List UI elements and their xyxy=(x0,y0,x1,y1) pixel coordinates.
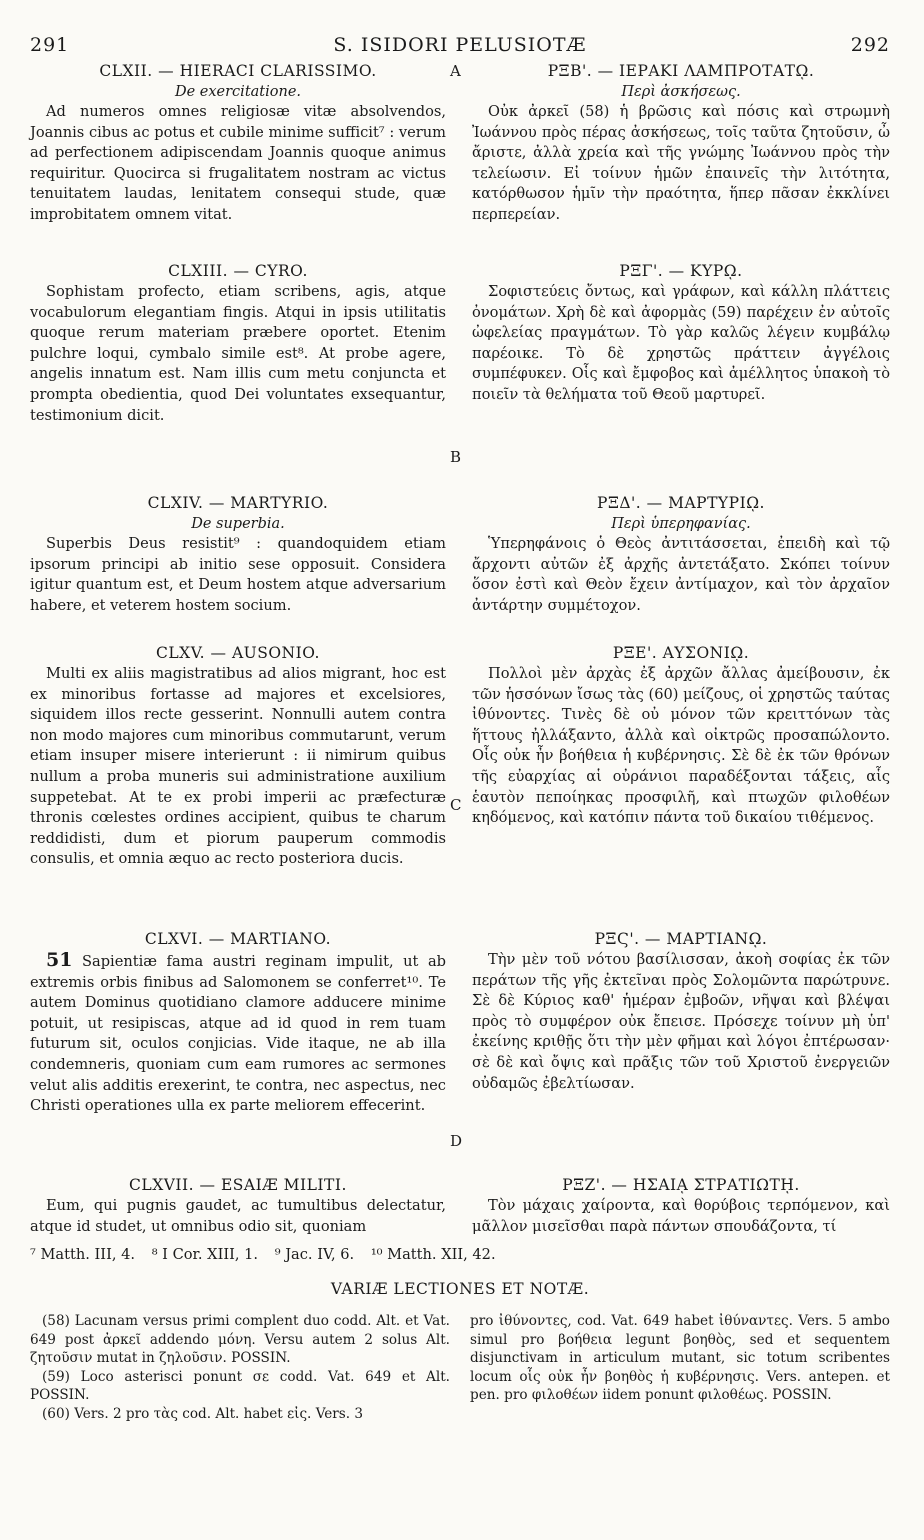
letter-title: CLXV. — AUSONIO. xyxy=(156,644,320,662)
note: (58) Lacunam versus primi complent duo codd. Alt. et Vat. 649 post ἀρκεῖ addendo μόνη. Versu autem 2 solus Alt. ζητοῦσιν mutat in ζηλοῦσιν. POSSIN. xyxy=(30,1313,450,1366)
footnote: ⁸ I Cor. XIII, 1. xyxy=(151,1246,259,1263)
letter-text: Ad numeros omnes religiosæ vitæ absolvendos, Joannis cibus ac potus et cubile minime sufficit⁷ : verum ad perfectionem adipiscendam Joannis quoque animus requiritur. Quocirca si frugalitatem nostram ac victus tenuitatem laudas, lenitatem consequi stude, quæ improbitatem omnem vitat. xyxy=(30,103,446,223)
letter-title: CLXII. — HIERACI CLARISSIMO. xyxy=(99,62,377,80)
letter-subtitle: Περὶ ὑπερηφανίας. xyxy=(611,516,751,532)
footnote: ⁹ Jac. IV, 6. xyxy=(274,1246,355,1263)
letter-text: Sophistam profecto, etiam scribens, agis, atque vocabulorum elegantiam fingis. Atqui in ipsis utilitatis quoque rerum materiam præbere oportet. Etenim pulchre loqui, cymbalo simile est⁸. At probe agere, angelis innatum est. Nam illis cum metu conjuncta et prompta obedientia, quod Dei voluntates exsequantur, testimonium dicit. xyxy=(30,283,446,424)
letter-title: ΡΞΖ'. — ΗΣΑΙᾼ ΣΤΡΑΤΙΩΤῌ. xyxy=(562,1176,800,1194)
letter-text: Πολλοὶ μὲν ἀρχὰς ἐξ ἀρχῶν ἄλλας ἀμείβουσιν, ἐκ τῶν ἡσσόνων ἴσως τὰς (60) μείζους, οἱ χρηστῶς ταύτας ἰθύνοντες. Τινὲς δὲ οὐ μόνον τῶν κρειττόνων τὰς ἥττους ἠλλάξαντο, ἀλλὰ καὶ οἰκτρῶς προσαπώλοντο. Οἷς οὐκ ἦν βοήθεια ἡ κυβέρνησις. Σὲ δὲ ἐκ τῶν θρόνων τῆς εὐαρχίας αἱ οὐράνιοι παραδέξονται τάξεις, αἷς ἑαυτὸν πεποίηκας προσφιλῆ, καὶ πτωχῶν φιλοθέων κηδόμενος, καὶ κατόπιν πάντα τοῦ δικαίου τιθέμενος. xyxy=(472,665,890,827)
running-header xyxy=(30,34,890,60)
letter-latin-165 xyxy=(30,642,446,870)
note: (59) Loco asterisci ponunt σε codd. Vat. 649 et Alt. POSSIN. xyxy=(30,1368,450,1403)
page xyxy=(30,34,890,1422)
letter-text: Τὴν μὲν τοῦ νότου βασίλισσαν, ἀκοὴ σοφίας ἐκ τῶν περάτων τῆς γῆς ἐκτεῖναι πρὸς Σολομῶντα παρώτρυνε. Σὲ δὲ Κύριος καθ' ἡμέραν ἐμβοῶν, νῆψαι καὶ βλέψαι πρὸς τὸ συμφέρον οὐκ ἔπεισε. Πρόσεχε τοίνυν μὴ ὑπ' ἐκείνης κριθῇς ὅτι τὴν μὲν φῆμαι καὶ λόγοι ἐπτέρωσαν· σὲ δὲ καὶ ὄψις καὶ πρᾶξις τῶν τοῦ Χριστοῦ ἐνεργειῶν οὐδαμῶς ἐβελτίωσαν. xyxy=(472,951,890,1092)
note: pro ἰθύνοντες, cod. Vat. 649 habet ἰθύναντες. Vers. 5 ambo simul pro βοήθεια legunt βοηθὸς, sed et sequentem disjunctivam in articulum mutant, sic totum scribentes locum οἷς οὐκ ἦν βοηθὸς ἡ κυβέρνησις. Vers. antepen. et pen. pro φιλοθέων iidem ponunt φιλοθέως. POSSIN. xyxy=(470,1313,890,1403)
scripture-footnotes xyxy=(30,1246,890,1263)
letter-latin-163 xyxy=(30,260,446,426)
letter-title: CLXIII. — CYRO. xyxy=(168,262,308,280)
letter-greek-165 xyxy=(472,642,890,829)
margin-letter-c: C xyxy=(450,796,462,814)
letter-title: CLXIV. — MARTYRIO. xyxy=(147,494,329,512)
margin-letter-d: D xyxy=(450,1132,463,1150)
letter-latin-167 xyxy=(30,1174,446,1237)
running-title: S. ISIDORI PELUSIOTÆ xyxy=(333,34,587,56)
page-number-right: 292 xyxy=(850,34,890,56)
letter-text: 51 Sapientiæ fama austri reginam impulit, ut ab extremis orbis finibus ad Salomonem se conferret¹⁰. Te autem Dominus quotidiano clamore adducere minime potuit, ut resipiscas, atque ad id quod in rem tuam futurum sit, oculos conjicias. Vide itaque, ne ab illa condemneris, quoniam cum eam rumores ac sermones velut alis additis erexerint, te contra, nec aspectus, nec Christi operationes ulla ex parte meliorem effecerint. xyxy=(30,949,446,1115)
text-columns xyxy=(30,60,890,1238)
letter-latin-162 xyxy=(30,60,446,226)
letter-subtitle: Περὶ ἀσκήσεως. xyxy=(621,84,741,100)
letter-title: ΡΞΒ'. — ΙΕΡΑΚΙ ΛΑΜΠΡΟΤΑΤῼ. xyxy=(547,62,815,80)
letter-latin-164 xyxy=(30,492,446,616)
letter-text: Ὑπερηφάνοις ὁ Θεὸς ἀντιτάσσεται, ἐπειδὴ καὶ τῷ ἄρχοντι αὐτῶν ἐξ ἀρχῆς ἀντετάξατο. Σκόπει τοίνυν ὅσον ἐστὶ καὶ Θεὸν ἔχειν ἀντίμαχον, καὶ τὸν ἀρχαῖον ἀντάρτην συμμέτοχον. xyxy=(472,535,890,614)
letter-greek-162 xyxy=(472,60,890,226)
page-number-left: 291 xyxy=(30,34,70,56)
letter-text: Οὐκ ἀρκεῖ (58) ἡ βρῶσις καὶ πόσις καὶ στρωμνὴ Ἰωάννου πρὸς πέρας ἀσκήσεως, τοῖς ταῦτα ζητοῦσιν, ὦ ἄριστε, ἀλλὰ χρεία καὶ τῆς γνώμης Ἰωάννου πρὸς τὴν τελείωσιν. Εἰ τοίνυν ἡμῶν ἐπαινεῖς τὴν λιτότητα, κατόρθωσον ἡμῖν τὴν πραότητα, ἥπερ πᾶσαν ἐκκλίνει περπερείαν. xyxy=(472,103,890,223)
letter-text: Multi ex aliis magistratibus ad alios migrant, hoc est ex minoribus fortasse ad majores et excelsiores, siquidem illos recte gesserint. Nonnulli autem contra non modo majores cum minoribus commutarunt, verum etiam insuper misere interierunt : ii nimirum quibus nullum a proba muneris sui administratione auxilium suppetebat. At te ex probi imperii ac præfecturæ thronis cœlestes ordines accipient, quibus te charum reddidisti, dum et piorum pauperum commodis consulis, et omnia æquo ac recto posteriora ducis. xyxy=(30,665,446,868)
notes-heading: VARIÆ LECTIONES ET NOTÆ. xyxy=(330,1280,590,1298)
letter-title: ΡΞΕ'. ΑΥΣΟΝΙῼ. xyxy=(612,644,750,662)
letter-title: CLXVI. — MARTIANO. xyxy=(144,930,332,948)
note: (60) Vers. 2 pro τὰς cod. Alt. habet εἰς. Vers. 3 xyxy=(42,1405,364,1422)
letter-text: Eum, qui pugnis gaudet, ac tumultibus delectatur, atque id studet, ut omnibus odio sit, quoniam xyxy=(30,1197,446,1235)
letter-title: ΡΞΔ'. — ΜΑΡΤΥΡΙῼ. xyxy=(597,494,765,512)
notes-right-column xyxy=(470,1312,890,1405)
letter-title: ΡΞΓ'. — ΚΥΡῼ. xyxy=(619,262,743,280)
letter-latin-166 xyxy=(30,928,446,1117)
letter-greek-163 xyxy=(472,260,890,406)
margin-letter-a: A xyxy=(450,62,461,80)
letter-text: Superbis Deus resistit⁹ : quandoquidem etiam ipsorum principi ab initio sese opposuit. Considera igitur quantum est, et Deum hostem atque adversarium habere, et veterem hostem socium. xyxy=(30,535,446,614)
letter-text: Τὸν μάχαις χαίροντα, καὶ θορύβοις τερπόμενον, καὶ μᾶλλον μισεῖσθαι παρὰ πάντων σπουδάζοντα, τί xyxy=(472,1197,890,1235)
letter-title: CLXVII. — ESAIÆ MILITI. xyxy=(129,1176,347,1194)
letter-text: Σοφιστεύεις ὄντως, καὶ γράφων, καὶ κάλλη πλάττεις ὀνομάτων. Χρὴ δὲ καὶ ἀφορμὰς (59) παρέχειν ἐν αὐτοῖς ὠφελείας πραγμάτων. Τὸ γὰρ καλῶς λέγειν κυμβάλῳ παρέοικε. Τὸ δὲ χρηστῶς πράττειν ἀγγέλοις συμπέφυκεν. Οἷς καὶ ἔμφοβος καὶ ἀμέλλητος ὑπακοὴ τὸ ποιεῖν τὰ θελήματα τοῦ Θεοῦ μαρτυρεῖ. xyxy=(472,283,890,403)
letter-greek-164 xyxy=(472,492,890,616)
letter-greek-167 xyxy=(472,1174,890,1237)
notes-left-column xyxy=(30,1312,450,1423)
letter-title: ΡΞϚ'. — ΜΑΡΤΙΑΝῼ. xyxy=(594,930,768,948)
letter-greek-166 xyxy=(472,928,890,1094)
footnote: ⁷ Matth. III, 4. xyxy=(30,1246,136,1263)
footnote: ¹⁰ Matth. XII, 42. xyxy=(370,1246,496,1263)
column-number: 51 xyxy=(46,949,73,971)
letter-subtitle: De exercitatione. xyxy=(174,84,302,100)
letter-subtitle: De superbia. xyxy=(191,516,285,532)
margin-letter-b: B xyxy=(450,448,462,466)
